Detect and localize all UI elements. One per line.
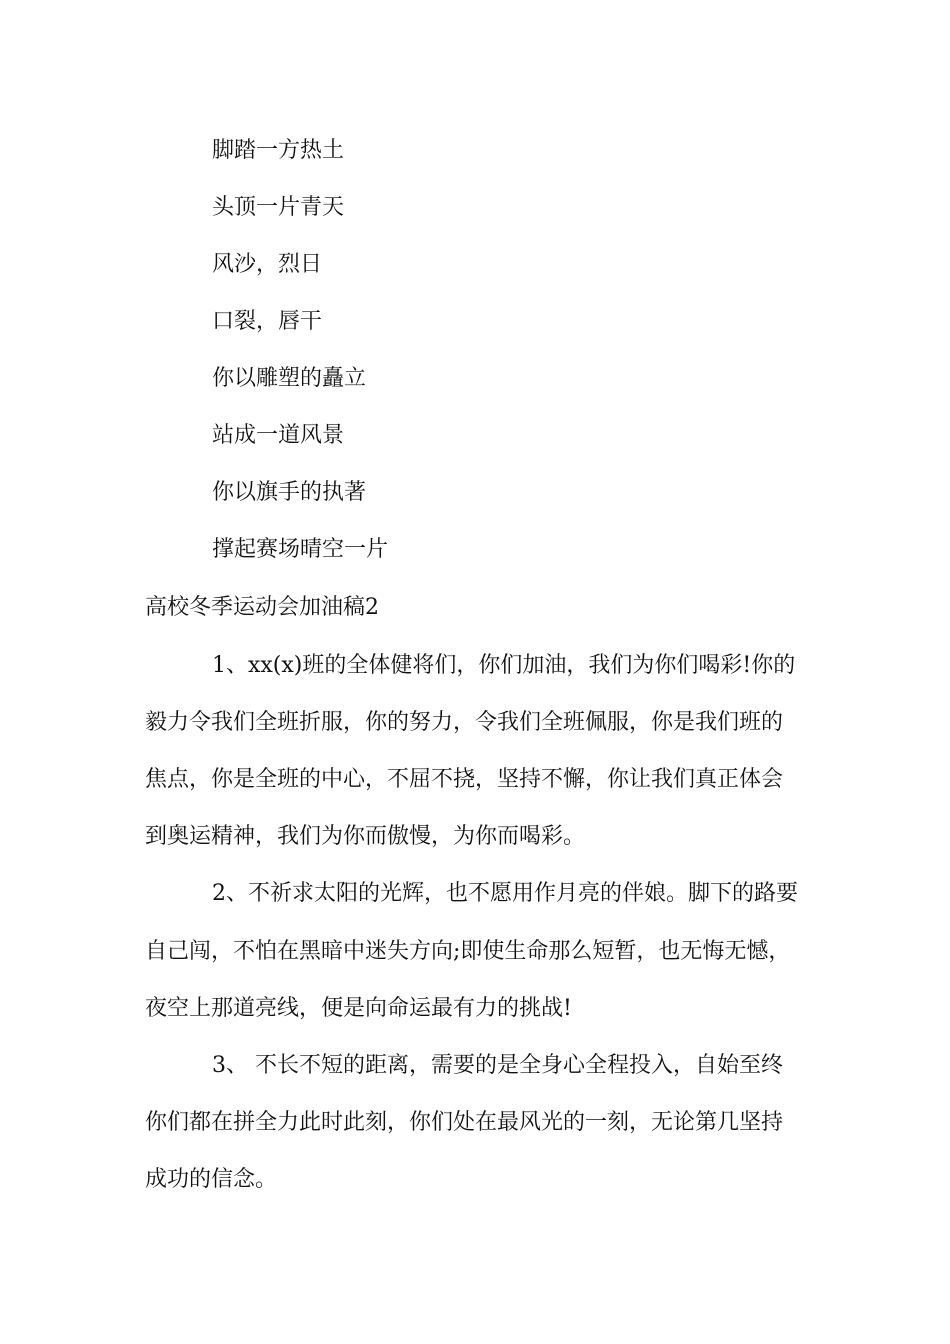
poem-line-1: 脚踏一方热土 (212, 138, 345, 163)
section-heading: 高校冬季运动会加油稿2 (145, 595, 379, 620)
poem-line-3: 风沙，烈日 (212, 252, 323, 277)
poem-line-6: 站成一道风景 (212, 423, 345, 448)
poem-line-4: 口裂，唇干 (212, 309, 323, 334)
paragraph-1-line-2: 毅力令我们全班折服，你的努力，令我们全班佩服，你是我们班的 (145, 710, 784, 735)
paragraph-2-line-1: 2、不祈求太阳的光辉，也不愿用作月亮的伴娘。脚下的路要 (212, 881, 798, 906)
poem-line-8: 撑起赛场晴空一片 (212, 537, 389, 562)
paragraph-3-line-1: 3、 不长不短的距离，需要的是全身心全程投入，自始至终 (212, 1053, 783, 1078)
poem-line-7: 你以旗手的执著 (212, 480, 367, 505)
paragraph-3-line-3: 成功的信念。 (145, 1167, 278, 1192)
paragraph-2-line-2: 自己闯，不怕在黑暗中迷失方向;即使生命那么短暂，也无悔无憾， (145, 939, 791, 964)
poem-line-2: 头顶一片青天 (212, 195, 345, 220)
paragraph-1-line-4: 到奥运精神，我们为你而傲慢，为你而喝彩。 (145, 824, 586, 849)
paragraph-1-line-3: 焦点，你是全班的中心，不屈不挠，坚持不懈，你让我们真正体会 (145, 767, 784, 792)
paragraph-1-line-1: 1、xx(x)班的全体健将们，你们加油，我们为你们喝彩!你的 (212, 653, 796, 678)
paragraph-3-line-2: 你们都在拼全力此时此刻，你们处在最风光的一刻，无论第几坚持 (145, 1110, 784, 1135)
poem-line-5: 你以雕塑的矗立 (212, 366, 367, 391)
paragraph-2-line-3: 夜空上那道亮线，便是向命运最有力的挑战! (145, 996, 572, 1021)
